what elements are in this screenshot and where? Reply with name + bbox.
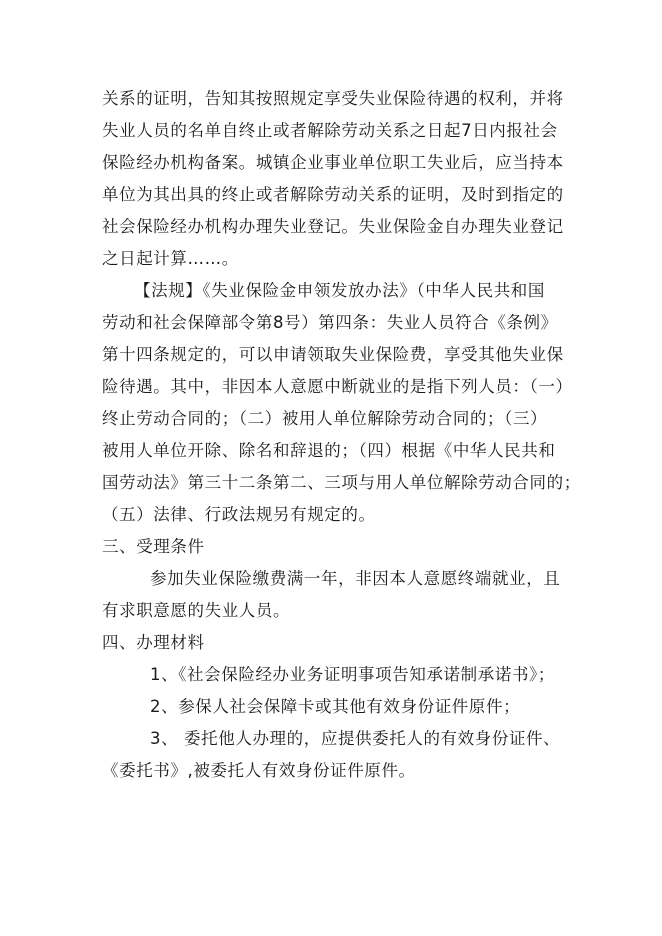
regulation-line: （五）法律、行政法规另有规定的。	[102, 505, 376, 524]
paragraph-line: 关系的证明，告知其按照规定享受失业保险待遇的权利，并将	[102, 89, 564, 108]
list-item: 2、参保人社会保障卡或其他有效身份证件原件；	[150, 697, 521, 716]
regulation-line: 【法规】《失业保险金申领发放办法》（中华人民共和国	[134, 281, 545, 300]
regulation-line: 国劳动法》第三十二条第二、三项与用人单位解除劳动合同的；	[102, 473, 581, 492]
paragraph-line: 社会保险经办机构办理失业登记。失业保险金自办理失业登记	[102, 217, 564, 236]
regulation-line: 终止劳动合同的；（二）被用人单位解除劳动合同的；（三）	[102, 409, 548, 428]
section-line: 参加失业保险缴费满一年，非因本人意愿终端就业，且	[150, 569, 561, 588]
paragraph-line: 保险经办机构备案。城镇企业事业单位职工失业后，应当持本	[102, 153, 564, 172]
paragraph-line: 之日起计算……。	[102, 249, 239, 268]
paragraph-line: 失业人员的名单自终止或者解除劳动关系之日起7日内报社会	[102, 121, 558, 140]
section-heading: 四、办理材料	[102, 633, 205, 652]
regulation-line: 被用人单位开除、除名和辞退的；（四）根据《中华人民共和	[102, 441, 556, 460]
paragraph-line: 单位为其出具的终止或者解除劳动关系的证明，及时到指定的	[102, 185, 564, 204]
regulation-line: 劳动和社会保障部令第8号）第四条：失业人员符合《条例》	[102, 313, 558, 332]
list-item: 1、《社会保险经办业务证明事项告知承诺制承诺书》；	[150, 665, 555, 684]
list-item: 3、 委托他人办理的，应提供委托人的有效身份证件、	[150, 729, 561, 748]
list-item-continuation: 《委托书》,被委托人有效身份证件原件。	[102, 761, 416, 780]
regulation-line: 第十四条规定的，可以申请领取失业保险费，享受其他失业保	[102, 345, 564, 364]
regulation-line: 险待遇。其中，非因本人意愿中断就业的是指下列人员：（一）	[102, 377, 573, 396]
section-heading: 三、受理条件	[102, 537, 205, 556]
section-line: 有求职意愿的失业人员。	[102, 601, 291, 620]
